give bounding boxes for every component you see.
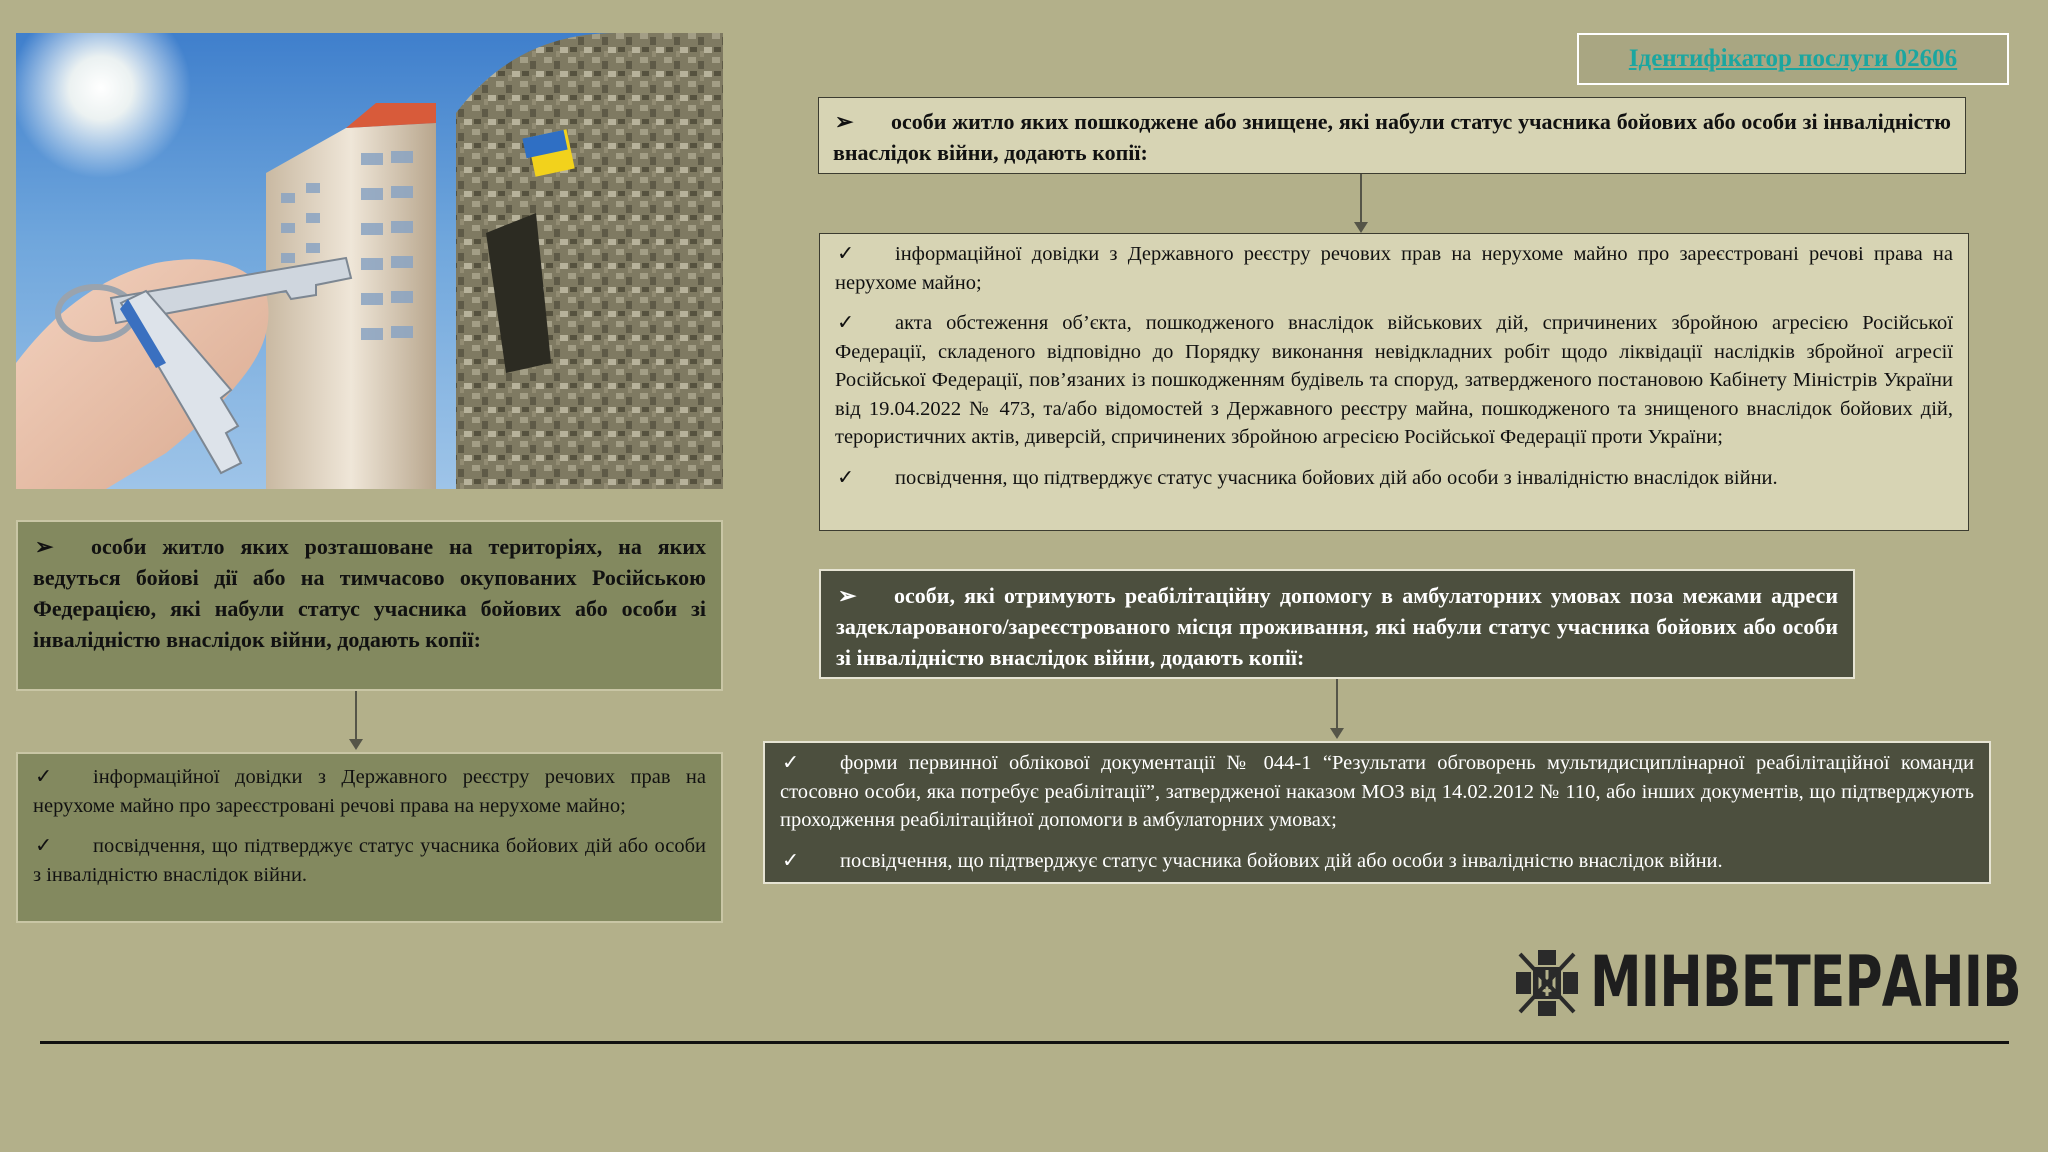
rehabilitation-documents xyxy=(763,741,1991,884)
connector-arrow xyxy=(1354,174,1368,233)
connector-arrow xyxy=(1330,679,1344,739)
hero-photo xyxy=(16,33,723,489)
rehabilitation-header xyxy=(819,569,1855,679)
occupied-territories-documents xyxy=(16,752,723,923)
list-item: ✓ інформаційної довідки з Державного реєстру речових прав на нерухоме майно про зареєстровані речові права на нерухоме майно; xyxy=(835,240,1953,297)
list-item: ✓ посвідчення, що підтверджує статус учасника бойових дій або особи з інвалідністю внаслідок війни. xyxy=(780,847,1974,876)
checkmark-icon: ✓ xyxy=(782,849,800,872)
list-item: ✓ посвідчення, що підтверджує статус учасника бойових дій або особи з інвалідністю внаслідок війни. xyxy=(835,464,1953,493)
arrow-down-icon xyxy=(349,739,363,750)
arrow-down-icon xyxy=(1354,222,1368,233)
arrow-bullet-icon: ➢ xyxy=(835,109,854,134)
keys-building-soldier-illustration xyxy=(16,33,723,489)
list-item: ✓ інформаційної довідки з Державного реєстру речових прав на нерухоме майно про зареєстровані речові права на нерухоме майно; xyxy=(33,763,706,820)
checkmark-icon: ✓ xyxy=(782,752,800,774)
damaged-housing-header xyxy=(818,97,1966,174)
checkmark-icon: ✓ xyxy=(35,766,53,788)
service-id-link[interactable] xyxy=(1577,33,2009,85)
arrow-bullet-icon: ➢ xyxy=(838,583,857,608)
checkmark-icon: ✓ xyxy=(35,835,53,857)
damaged-housing-documents xyxy=(819,233,1969,531)
rehabilitation-title: особи, які отримують реабілітаційну допомогу в амбулаторних умовах поза межами адреси задекларованого/зареєстрованого місця проживання, які набули статус учасника бойових або особи зі інвалідністю внаслідок війни, додають копії: xyxy=(836,583,1838,670)
connector-arrow xyxy=(349,691,363,750)
arrow-bullet-icon: ➢ xyxy=(35,534,54,559)
checkmark-icon: ✓ xyxy=(837,243,855,265)
list-item: ✓ форми первинної облікової документації № 044-1 “Результати обговорень мультидисциплінарної реабілітаційної команди стосовно особи, яка потребує реабілітації”, затвердженої наказом МОЗ від 14.02.2012 № 110, або інших документів, що підтверджують проходження реабілітаційної допомоги в амбулаторних умовах; xyxy=(780,749,1974,835)
checkmark-icon: ✓ xyxy=(837,466,855,489)
ministry-name: МІНВЕТЕРАНІВ xyxy=(1590,941,2022,1023)
list-item: ✓ акта обстеження об’єкта, пошкодженого внаслідок військових дій, спричинених збройною агресією Російської Федерації, складеного відповідно до Порядку виконання невідкладних робіт щодо ліквідації наслідків збройної агресії Російської Федерації, пов’язаних із пошкодженням будівель та споруд, затвердженого постановою Кабінету Міністрів України від 19.04.2022 № 473, та/або відомостей з Державного реєстру майна, пошкодженого та знищеного внаслідок бойових дій, терористичних актів, диверсій, спричинених збройною агресією Російської Федерації проти України; xyxy=(835,309,1953,452)
bottom-divider xyxy=(40,1041,2009,1044)
arrow-down-icon xyxy=(1330,728,1344,739)
occupied-territories-header xyxy=(16,520,723,691)
occupied-territories-title: особи житло яких розташоване на територіях, на яких ведуться бойові дії або на тимчасово окупованих Російською Федерацією, які набули статус учасника бойових або особи зі інвалідністю внаслідок війни, додають копії: xyxy=(33,534,706,652)
ministry-emblem-icon xyxy=(1516,950,1578,1016)
ministry-logo xyxy=(1516,941,2048,1023)
list-item: ✓ посвідчення, що підтверджує статус учасника бойових дій або особи з інвалідністю внаслідок війни. xyxy=(33,832,706,889)
checkmark-icon: ✓ xyxy=(837,312,855,334)
service-id-text[interactable]: Ідентифікатор послуги 02606 xyxy=(1628,45,1958,72)
damaged-housing-title: особи житло яких пошкоджене або знищене, які набули статус учасника бойових або особи зі інвалідністю внаслідок війни, додають копії: xyxy=(833,109,1951,165)
